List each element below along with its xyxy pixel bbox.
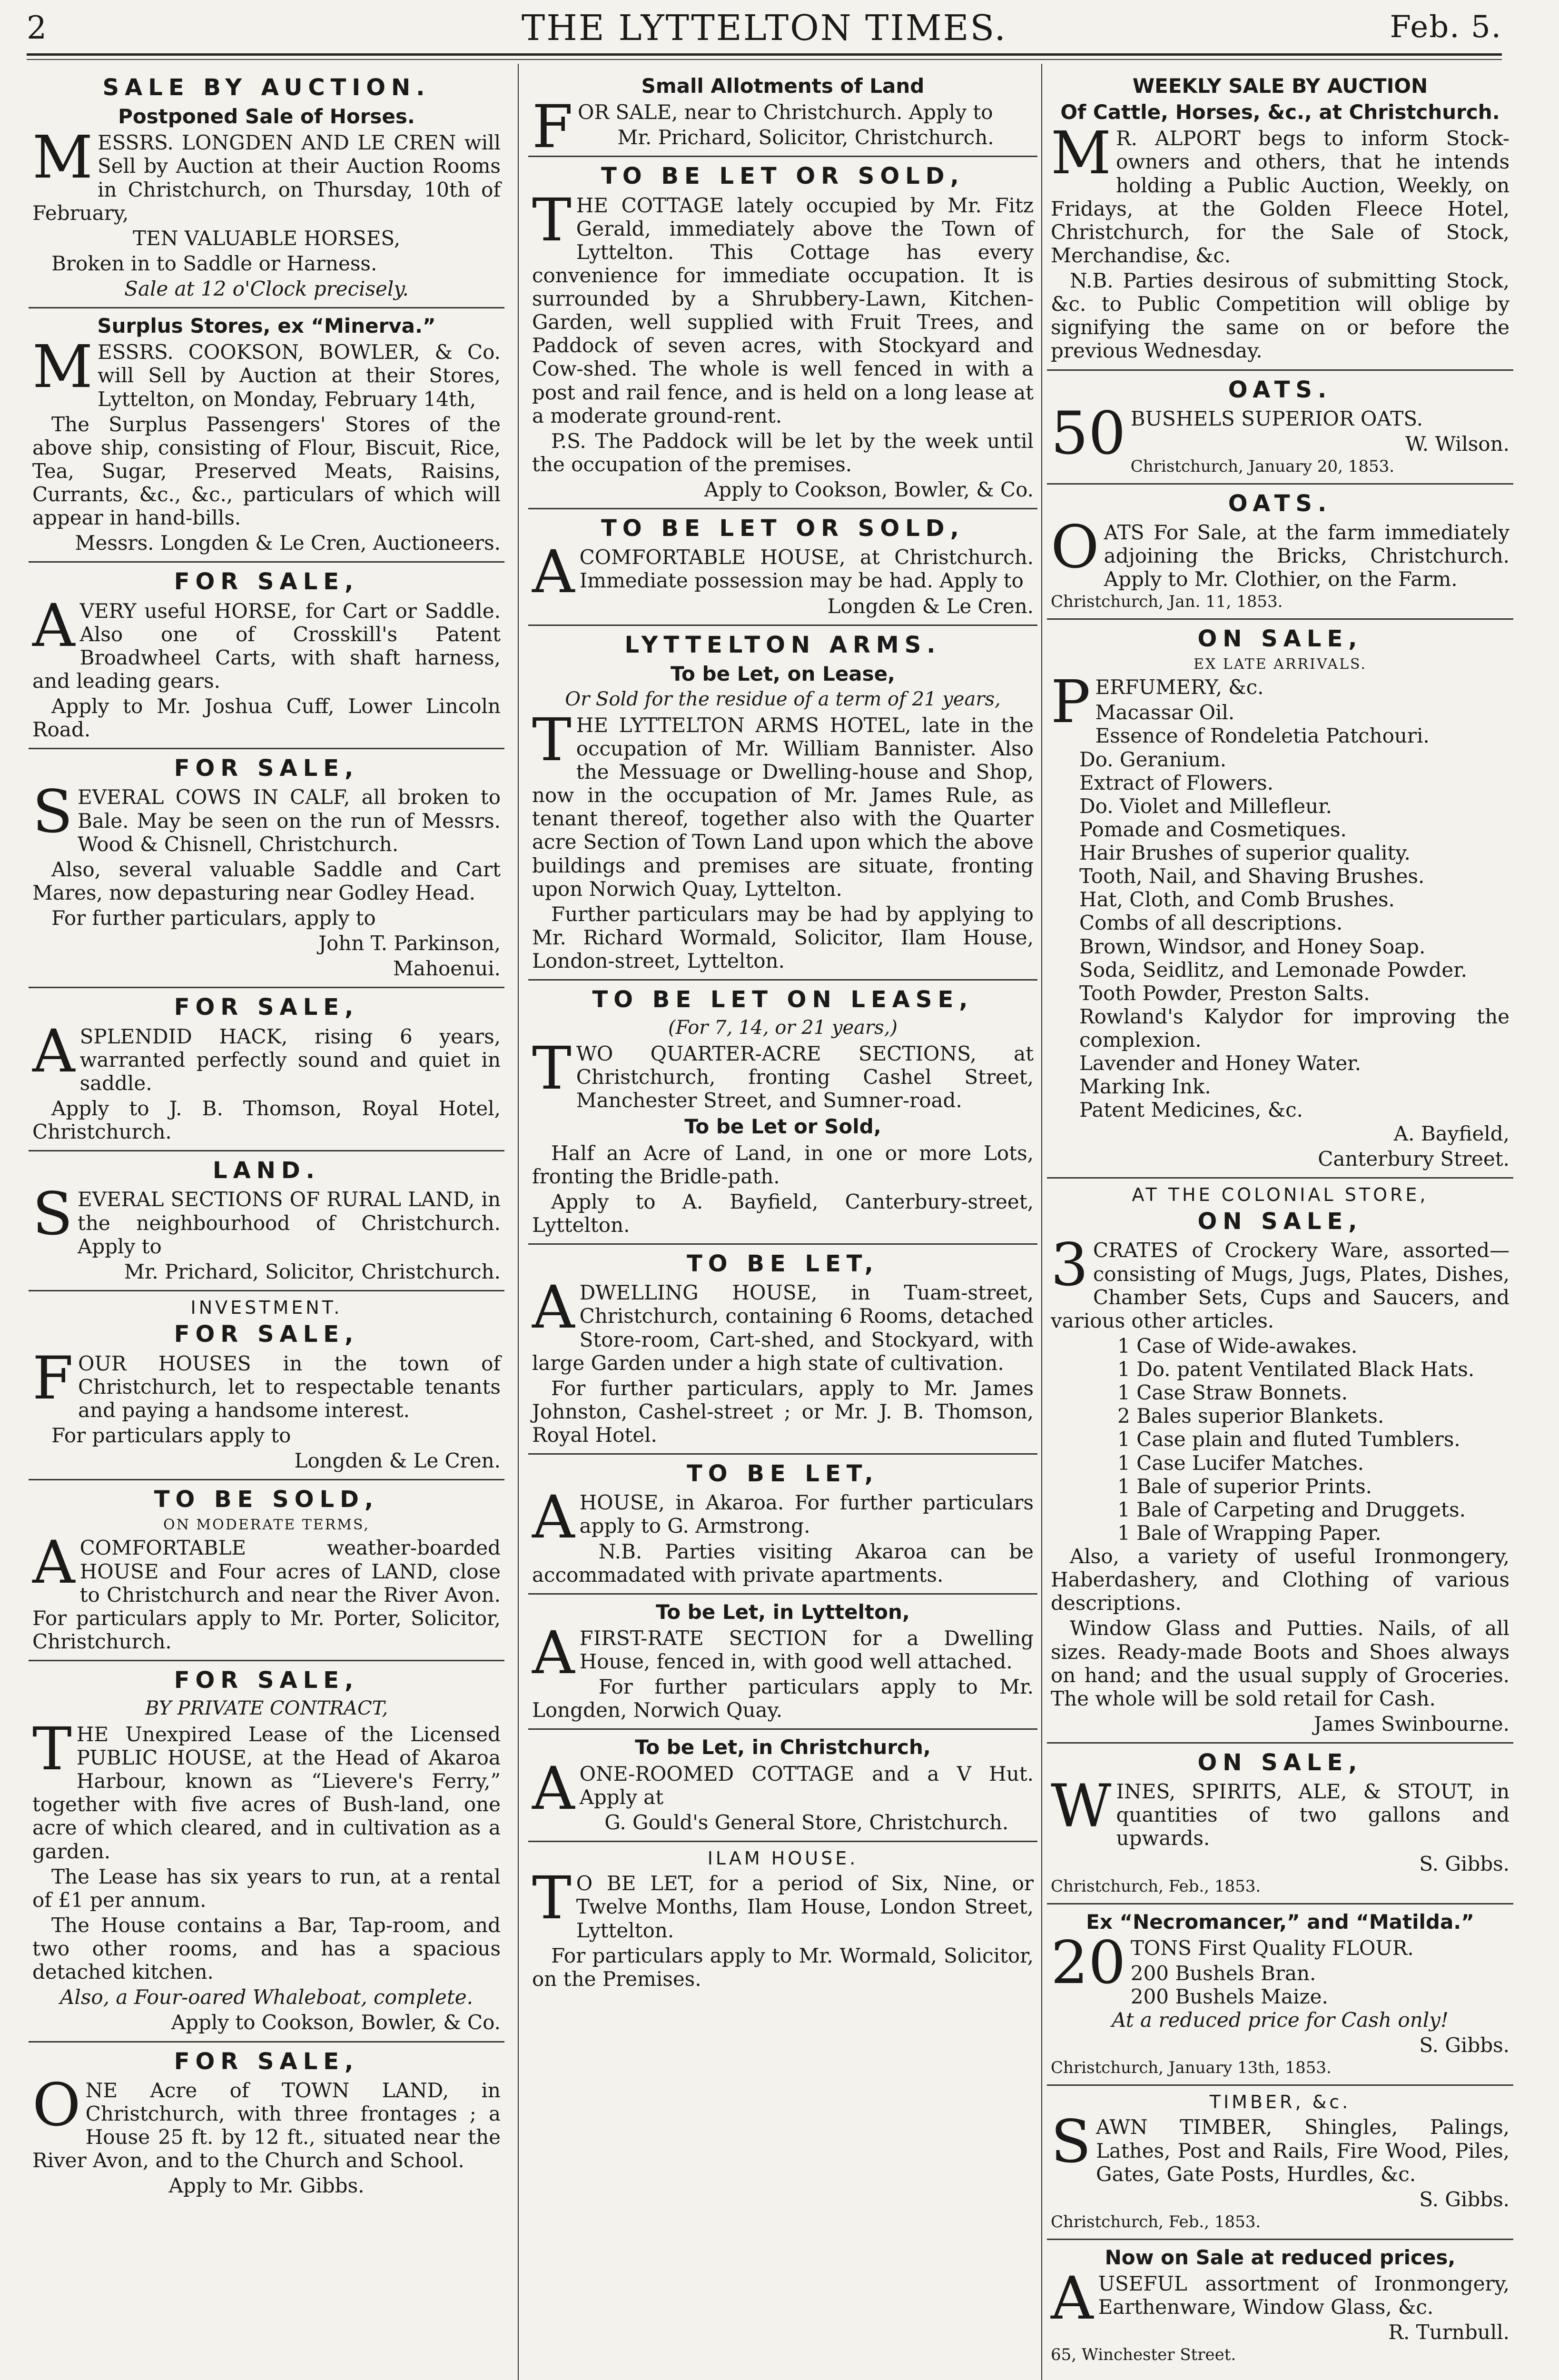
ad-italic-line: Also, a Four-oared Whaleboat, complete. [60, 1985, 473, 2009]
ad-heading: SALE BY AUCTION. [102, 74, 431, 101]
ad-dateline: 65, Winchester Street. [1051, 2345, 1236, 2365]
ad-body [32, 2071, 501, 2172]
advertisement [528, 163, 1037, 509]
advertisement [29, 74, 504, 308]
ad-body [532, 186, 1034, 427]
ad-signature: Longden & Le Cren. [294, 1449, 501, 1473]
ad-paragraph: For further particulars, apply to [51, 906, 376, 930]
ad-paragraph: The Lease has six years to run, at a rental of £1 per annum. [32, 1864, 501, 1912]
list-item: 2 Bales superior Blankets. [1117, 1404, 1384, 1428]
ad-body-text: INES, SPIRITS, ALE, & STOUT, in quantities of two gallons and upwards. [1116, 1780, 1510, 1850]
column-divider [518, 64, 519, 2380]
advertisement [29, 994, 504, 1151]
ad-signature: Canterbury Street. [1318, 1147, 1510, 1170]
list-item: 200 Bushels Bran. [1130, 1961, 1316, 1985]
list-item: Combs of all descriptions. [1079, 911, 1343, 935]
drop-cap: O [32, 2071, 81, 2140]
ad-centered-line: G. Gould's General Store, Christchurch. [604, 1810, 1009, 1834]
ad-paragraph: Half an Acre of Land, in one or more Lots, fronting the Bridle-path. [532, 1141, 1034, 1188]
ad-body-text: O BE LET, for a period of Six, Nine, or Twelve Months, Ilam House, London Street, Lyttelton. [576, 1872, 1034, 1942]
ad-heading: FOR SALE, [174, 1667, 359, 1694]
list-item: 1 Bale of superior Prints. [1117, 1474, 1372, 1498]
drop-cap: T [532, 186, 572, 255]
ad-paragraph: P.S. The Paddock will be let by the week until the occupation of the premises. [532, 429, 1034, 476]
ad-centered-line: Mr. Prichard, Solicitor, Christchurch. [617, 126, 994, 149]
advertisement [29, 568, 504, 749]
ad-body [532, 1273, 1034, 1375]
drop-cap: O [1051, 513, 1099, 582]
ad-body-text: ATS For Sale, at the farm immediately adjoining the Bricks, Christchurch. Apply to Mr. Clothier, on the Farm. [1104, 520, 1510, 591]
ad-body [532, 705, 1034, 901]
ad-dateline: Christchurch, January 20, 1853. [1130, 456, 1395, 476]
ad-body [32, 1180, 501, 1258]
ad-heading: TO BE LET, [687, 1250, 879, 1278]
ad-signature: S. Gibbs. [1419, 2187, 1510, 2211]
drop-cap: T [32, 1715, 72, 1784]
ad-body [32, 123, 501, 225]
ad-body [32, 333, 501, 411]
ad-heading: FOR SALE, [174, 2048, 359, 2075]
ad-heading: FOR SALE, [174, 994, 359, 1021]
list-item: Marking Ink. [1079, 1075, 1211, 1099]
ad-subheading: To be Let, in Lyttelton, [656, 1600, 910, 1624]
ad-signature: W. Wilson. [1405, 432, 1510, 456]
column-2 [528, 71, 1037, 2380]
advertisement [29, 1667, 504, 2043]
list-item: Soda, Seidlitz, and Lemonade Powder. [1079, 958, 1467, 982]
list-item: Pomade and Cosmetiques. [1079, 817, 1347, 841]
ad-body-text: EVERAL COWS IN CALF, all broken to Bale. May be seen on the run of Messrs. Wood & Chisnell, Christchurch. [77, 785, 501, 856]
drop-cap: A [532, 1618, 575, 1687]
ad-paragraph: For further particulars apply to Mr. Longden, Norwich Quay. [532, 1675, 1034, 1722]
masthead-rule [27, 53, 1502, 56]
ad-paragraph: For particulars apply to Mr. Wormald, Solicitor, on the Premises. [532, 1944, 1034, 1991]
drop-cap: T [532, 705, 572, 774]
newspaper-title: THE LYTTELTON TIMES. [521, 8, 1007, 49]
ad-paragraph: Also, a variety of useful Ironmongery, Haberdashery, and Clothing of various descriptions. [1051, 1545, 1510, 1615]
ad-signature: R. Turnbull. [1388, 2320, 1510, 2344]
ad-body-text: HOUSE, in Akaroa. For further particulars apply to G. Armstrong. [579, 1491, 1034, 1538]
ad-italic-line: At a reduced price for Cash only! [1112, 2008, 1449, 2032]
ad-smallcaps-line: ON MODERATE TERMS, [163, 1517, 370, 1534]
ad-body [32, 1017, 501, 1095]
ad-heading: TO BE SOLD, [154, 1486, 379, 1513]
list-item: Do. Geranium. [1079, 747, 1227, 771]
drop-cap: A [32, 1017, 75, 1086]
ad-body-text: ESSRS. COOKSON, BOWLER, & Co. will Sell by Auction at their Stores, Lyttelton, on Monday, February 14th, [97, 340, 501, 411]
drop-cap: 50 [1051, 399, 1126, 468]
ad-body-text: CRATES of Crockery Ware, assorted—consisting of Mugs, Jugs, Plates, Dishes, Chamber Sets, Cups and Saucers, and various other articles. [1051, 1239, 1510, 1332]
ad-paragraph: Apply to Mr. Joshua Cuff, Lower Lincoln Road. [32, 694, 501, 742]
ad-centered-line: Apply to Mr. Gibbs. [168, 2174, 365, 2198]
ad-italic-subheading: Or Sold for the residue of a term of 21 years, [565, 688, 1001, 710]
list-item: Hair Brushes of superior quality. [1079, 841, 1411, 865]
drop-cap: 3 [1051, 1231, 1088, 1300]
advertisement [528, 1735, 1037, 1842]
advertisement [1047, 2092, 1513, 2240]
ad-subheading: To be Let, in Christchurch, [635, 1735, 931, 1759]
ad-body [532, 1483, 1034, 1552]
list-item: Do. Violet and Millefleur. [1079, 794, 1332, 818]
ad-signature: James Swinbourne. [1313, 1712, 1510, 1735]
ad-signature: John T. Parkinson, [318, 932, 501, 955]
list-item: 1 Case of Wide-awakes. [1117, 1334, 1358, 1358]
advertisement [1047, 1184, 1513, 1744]
ad-body-text: FIRST-RATE SECTION for a Dwelling House, fenced in, with good well attached. [579, 1626, 1034, 1674]
drop-cap: A [532, 1273, 575, 1342]
issue-date: Feb. 5. [1390, 10, 1502, 45]
advertisement [29, 2048, 504, 2204]
ad-body [532, 1618, 1034, 1687]
drop-cap: M [1051, 119, 1111, 188]
ad-body [1051, 1231, 1510, 1332]
advertisement [528, 74, 1037, 162]
ad-body-text: EVERAL SECTIONS OF RURAL LAND, in the neighbourhood of Christchurch. Apply to [77, 1188, 501, 1258]
ad-heading: TO BE LET OR SOLD, [601, 515, 965, 542]
ad-body-text: VERY useful HORSE, for Cart or Saddle. Also one of Crosskill's Patent Broadwheel Carts, with shaft harness, and leading gears. [32, 599, 501, 693]
ad-heading: ON SALE, [1197, 1749, 1363, 1776]
ad-subheading: To be Let, on Lease, [670, 662, 896, 685]
ad-paragraph: Window Glass and Putties. Nails, of all sizes. Ready-made Boots and Shoes always on hand; and the usual supply of Groceries. The whole will be sold retail for Cash. [1051, 1616, 1510, 1710]
ad-dateline: Christchurch, Jan. 11, 1853. [1051, 592, 1283, 612]
advertisement [1047, 625, 1513, 1179]
drop-cap: S [1051, 2108, 1091, 2177]
advertisement [1047, 2246, 1513, 2371]
ad-dateline: Christchurch, January 13th, 1853. [1051, 2058, 1332, 2078]
list-item: 1 Case Straw Bonnets. [1117, 1381, 1348, 1405]
list-item: 1 Bale of Wrapping Paper. [1117, 1521, 1381, 1545]
ad-subheading: Small Allotments of Land [641, 74, 925, 98]
ad-body-text: OR SALE, near to Christchurch. Apply to [578, 100, 993, 124]
ad-body-text: BUSHELS SUPERIOR OATS. [1130, 407, 1423, 430]
ad-heading: ON SALE, [1197, 1208, 1363, 1235]
ad-heading: FOR SALE, [174, 568, 359, 595]
ad-heading: OATS. [1228, 376, 1332, 403]
ad-smallcaps-line: EX LATE ARRIVALS. [1193, 656, 1367, 673]
advertisement [528, 1460, 1037, 1595]
advertisement [1047, 1910, 1513, 2086]
ad-body [1051, 1772, 1510, 1850]
masthead-rule-thin [27, 59, 1502, 60]
column-divider [1041, 64, 1042, 2380]
ad-subheading: Of Cattle, Horses, &c., at Christchurch. [1060, 100, 1500, 124]
ad-body [1051, 513, 1510, 591]
drop-cap: T [532, 1864, 572, 1933]
advertisement [528, 515, 1037, 626]
column-1 [29, 71, 504, 2380]
ad-subheading: Postponed Sale of Horses. [118, 105, 415, 129]
ad-paragraph: Apply to J. B. Thomson, Royal Hotel, Christchurch. [32, 1097, 501, 1144]
ad-subheading: Now on Sale at reduced prices, [1105, 2245, 1456, 2269]
advertisement [1047, 1749, 1513, 1904]
page-number: 2 [27, 10, 47, 46]
column-3 [1047, 71, 1513, 2380]
advertisement [29, 1157, 504, 1291]
ad-paragraph: Apply to A. Bayfield, Canterbury-street, Lyttelton. [532, 1190, 1034, 1237]
drop-cap: F [532, 93, 573, 162]
advertisement [528, 1250, 1037, 1455]
ad-body [32, 1344, 501, 1422]
ad-dateline: Christchurch, Feb., 1853. [1051, 1876, 1261, 1896]
ad-body-text: SPLENDID HACK, rising 6 years, warranted perfectly sound and quiet in saddle. [79, 1024, 501, 1095]
drop-cap: A [532, 1483, 575, 1552]
list-item: Extract of Flowers. [1079, 771, 1273, 794]
ad-dateline: Christchurch, Feb., 1853. [1051, 2212, 1261, 2231]
advertisement [29, 1297, 504, 1480]
ad-body-text: ESSRS. LONGDEN AND LE CREN will Sell by Auction at their Auction Rooms in Christchurch, on Thursday, 10th of February, [32, 131, 501, 225]
list-item: Patent Medicines, &c. [1079, 1098, 1303, 1122]
advertisement [1047, 377, 1513, 485]
list-item: Hat, Cloth, and Comb Brushes. [1079, 888, 1395, 912]
list-item: 1 Case Lucifer Matches. [1117, 1451, 1364, 1475]
ad-body-text: COMFORTABLE HOUSE, at Christchurch. Immediate possession may be had. Apply to [579, 545, 1034, 593]
drop-cap: S [32, 1180, 73, 1249]
list-item: Rowland's Kalydor for improving the complexion. [1079, 1004, 1510, 1052]
ad-body-text: HE Unexpired Lease of the Licensed PUBLIC HOUSE, at the Head of Akaroa Harbour, known as “Lievere's Ferry,” together with five acres of Bush-land, one acre of which cleared, and in cultivation as a garden. [32, 1722, 501, 1863]
list-item: Tooth Powder, Preston Salts. [1079, 981, 1370, 1005]
ad-heading: FOR SALE, [174, 1321, 359, 1348]
ad-heading: TIMBER, &c. [1209, 2092, 1351, 2113]
ad-heading: LAND. [213, 1157, 320, 1184]
drop-cap: P [1051, 668, 1091, 737]
ad-heading: TO BE LET OR SOLD, [601, 163, 965, 190]
ad-heading: TO BE LET ON LEASE, [592, 986, 974, 1013]
ad-kicker: INVESTMENT. [190, 1297, 343, 1318]
advertisement [29, 755, 504, 988]
list-item: 200 Bushels Maize. [1130, 1984, 1328, 2008]
advertisement [528, 986, 1037, 1245]
ad-heading: OATS. [1228, 490, 1332, 517]
ad-paragraph: For further particulars, apply to Mr. James Johnston, Cashel-street ; or Mr. J. B. Thomson, Royal Hotel. [532, 1376, 1034, 1447]
advertisement [528, 632, 1037, 981]
drop-cap: F [32, 1344, 74, 1413]
ad-signature: Mr. Prichard, Solicitor, Christchurch. [124, 1259, 501, 1283]
ad-body-text: COMFORTABLE weather-boarded HOUSE and Four acres of LAND, close to Christchurch and near the River Avon. For particulars apply to Mr. Porter, Solicitor, Christchurch. [32, 1536, 501, 1653]
list-item: Macassar Oil. [1095, 701, 1235, 724]
ad-body [32, 1715, 501, 1863]
ad-body-text: HE COTTAGE lately occupied by Mr. Fitz Gerald, immediately above the Town of Lyttelton. This Cottage has every convenience for immediate occupation. It is surrounded by a Shrubbery-Lawn, Kitchen-Garden, well supplied with Fruit Trees, and Paddock of seven acres, with Stockyard and Cow-shed. The whole is well fenced in with a post and rail fence, and is held on a long lease at a moderate ground-rent. [532, 193, 1034, 427]
list-item: 1 Do. patent Ventilated Black Hats. [1117, 1358, 1475, 1381]
drop-cap: M [32, 333, 93, 402]
ad-subheading: To be Let or Sold, [684, 1115, 881, 1139]
ad-subheading: WEEKLY SALE BY AUCTION [1132, 74, 1428, 98]
ad-body-text: DWELLING HOUSE, in Tuam-street, Christchurch, containing 6 Rooms, detached Store-room, Cart-shed, and Stockyard, with large Garden under a high state of cultivation. [532, 1281, 1034, 1375]
drop-cap: W [1051, 1772, 1112, 1841]
advertisement [29, 314, 504, 563]
ad-signature: Longden & Le Cren. [827, 594, 1034, 618]
ad-italic-subheading: BY PRIVATE CONTRACT, [145, 1697, 388, 1720]
ad-paragraph: Broken in to Saddle or Harness. [51, 251, 377, 275]
ad-italic-line: Sale at 12 o'Clock precisely. [124, 277, 409, 301]
ad-body-text: ERFUMERY, &c. [1095, 675, 1264, 699]
ad-body-text: R. ALPORT begs to inform Stock-owners and others, that he intends holding a Public Auction, Weekly, on Fridays, at the Golden Fleece Hotel, Christchurch, for the Sale of Stock, Merchandise, &c. [1051, 127, 1510, 267]
ad-paragraph: For particulars apply to [51, 1423, 291, 1447]
list-item: Tooth, Nail, and Shaving Brushes. [1079, 864, 1425, 888]
list-item: Brown, Windsor, and Honey Soap. [1079, 934, 1426, 958]
ad-signature: S. Gibbs. [1419, 1852, 1510, 1875]
ad-signature: Messrs. Longden & Le Cren, Auctioneers. [75, 531, 501, 555]
ad-body [532, 1864, 1034, 1942]
ad-body-text: TONS First Quality FLOUR. [1130, 1936, 1414, 1960]
ad-body-text: NE Acre of TOWN LAND, in Christchurch, with three frontages ; a House 25 ft. by 12 ft., situated near the River Avon, and to the Church and School. [32, 2078, 501, 2172]
advertisement [29, 1486, 504, 1661]
drop-cap: T [532, 1034, 572, 1103]
ad-paragraph: Further particulars may be had by applying to Mr. Richard Wormald, Solicitor, Ilam House, London-street, Lyttelton. [532, 902, 1034, 973]
ad-body [32, 1528, 501, 1653]
advertisement [528, 1848, 1037, 1997]
ad-body-text: AWN TIMBER, Shingles, Palings, Lathes, Post and Rails, Fire Wood, Piles, Gates, Gate Posts, Hurdles, &c. [1095, 2115, 1510, 2186]
drop-cap: M [32, 123, 93, 192]
advertisement [1047, 74, 1513, 371]
drop-cap: A [532, 1754, 575, 1823]
ad-subheading: Ex “Necromancer,” and “Matilda.” [1086, 1910, 1474, 1934]
ad-centered-line: TEN VALUABLE HORSES, [132, 226, 401, 250]
ad-heading: ILAM HOUSE. [707, 1847, 858, 1869]
ad-heading: FOR SALE, [174, 755, 359, 782]
ad-paragraph: N.B. Parties visiting Akaroa can be accommadated with private apartments. [532, 1539, 1034, 1587]
drop-cap: 20 [1051, 1928, 1126, 1997]
ad-heading: ON SALE, [1197, 625, 1363, 652]
advertisement [1047, 490, 1513, 620]
list-item: 1 Case plain and fluted Tumblers. [1117, 1428, 1460, 1451]
ad-paragraph: N.B. Parties desirous of submitting Stock, &c. to Public Competition will oblige by signifying the same on or before the previous Wednesday. [1051, 269, 1510, 363]
list-item: 1 Bale of Carpeting and Druggets. [1117, 1497, 1466, 1521]
ad-kicker: AT THE COLONIAL STORE, [1132, 1184, 1429, 1205]
ad-body-text: WO QUARTER-ACRE SECTIONS, at Christchurch, fronting Cashel Street, Manchester Street, and Sumner-road. [576, 1042, 1034, 1112]
ad-paragraph: The Surplus Passengers' Stores of the above ship, consisting of Flour, Biscuit, Rice, Tea, Sugar, Preserved Meats, Raisins, Currants, &c., &c., particulars of which will appear in hand-bills. [32, 412, 501, 530]
drop-cap: A [32, 1528, 75, 1597]
ad-paragraph: The House contains a Bar, Tap-room, and two other rooms, and has a spacious detached kitchen. [32, 1913, 501, 1984]
ad-body-text: ONE-ROOMED COTTAGE and a V Hut. Apply at [579, 1762, 1034, 1809]
ad-italic-subheading: (For 7, 14, or 21 years,) [668, 1017, 898, 1039]
ad-signature: A. Bayfield, [1393, 1121, 1510, 1145]
advertisement [528, 1600, 1037, 1730]
ad-signature: Apply to Cookson, Bowler, & Co. [704, 478, 1034, 502]
ad-body-text: HE LYTTELTON ARMS HOTEL, late in the occupation of Mr. William Bannister. Also the Messuage or Dwelling-house and Shop, now in the occupation of Mr. James Rule, as tenant thereof, together also with the Quarter acre Section of Town Land upon which the above buildings and premises are situate, fronting upon Norwich Quay, Lyttelton. [532, 713, 1034, 901]
ad-subheading: Surplus Stores, ex “Minerva.” [97, 314, 436, 338]
ad-body [32, 778, 501, 856]
drop-cap: A [1051, 2264, 1094, 2333]
ad-signature: Mahoenui. [393, 957, 501, 981]
ad-body [1051, 119, 1510, 267]
ad-signature: S. Gibbs. [1419, 2033, 1510, 2057]
ad-paragraph: Also, several valuable Saddle and Cart Mares, now depasturing near Godley Head. [32, 857, 501, 904]
drop-cap: A [32, 591, 75, 660]
ad-body [32, 591, 501, 693]
list-item: Lavender and Honey Water. [1079, 1051, 1362, 1075]
drop-cap: S [32, 778, 73, 847]
masthead [27, 6, 1502, 48]
ad-body-text: USEFUL assortment of Ironmongery, Earthenware, Window Glass, &c. [1098, 2271, 1510, 2319]
ad-body [532, 1034, 1034, 1112]
list-item: Essence of Rondeletia Patchouri. [1095, 724, 1430, 748]
drop-cap: A [532, 538, 575, 607]
ad-body-text: OUR HOUSES in the town of Christchurch, let to respectable tenants and paying a handsome interest. [78, 1351, 501, 1422]
ad-heading: LYTTELTON ARMS. [624, 631, 941, 658]
ad-body [1051, 2108, 1510, 2186]
ad-heading: TO BE LET, [687, 1460, 879, 1488]
ad-signature: Apply to Cookson, Bowler, & Co. [171, 2011, 501, 2034]
